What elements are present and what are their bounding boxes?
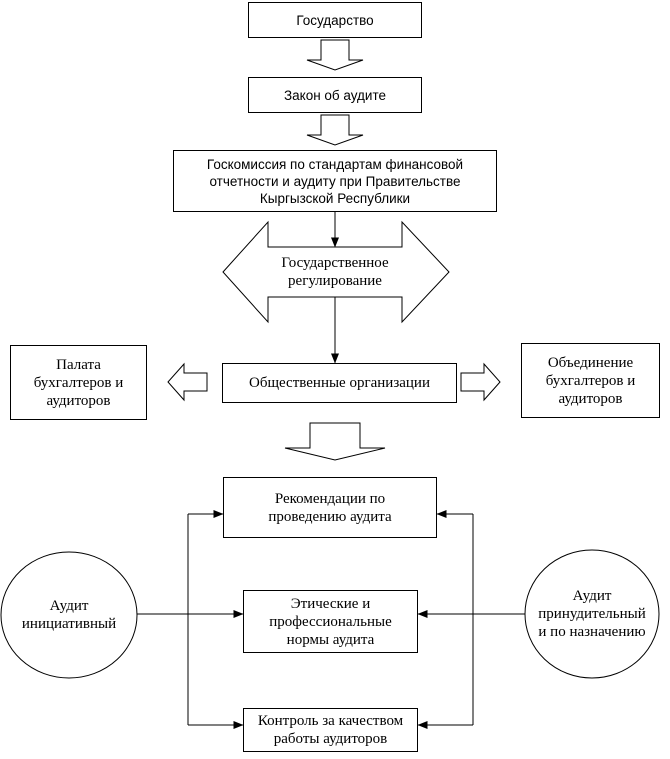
- node-recommendations-label: проведению аудита: [268, 508, 392, 525]
- node-law: [248, 77, 422, 113]
- block-arrow-to-association: [461, 364, 500, 400]
- node-law-label: Закон об аудите: [283, 87, 387, 103]
- node-public-orgs-label: Общественные организации: [249, 375, 430, 391]
- node-recommendations-label: Рекомендации по: [274, 490, 386, 507]
- node-commission-label: Кыргызской Республики: [259, 190, 411, 206]
- node-compulsory-audit-label: Аудит: [572, 588, 612, 604]
- node-commission-label: Госкомиссия по стандартам финансовой: [206, 156, 464, 172]
- node-association-label: бухгалтеров и: [545, 372, 636, 389]
- block-arrow-public-orgs-down: [285, 423, 385, 460]
- node-commission: [173, 150, 497, 212]
- node-initiative-audit: [5, 585, 133, 645]
- block-arrow-state-to-law: [307, 40, 363, 70]
- node-ethics-label: профессиональные: [269, 613, 392, 630]
- node-association-label: аудиторов: [558, 390, 623, 407]
- node-state: [248, 2, 422, 38]
- node-chamber-label: аудиторов: [46, 392, 111, 409]
- node-chamber: [10, 345, 147, 420]
- node-commission-label: отчетности и аудиту при Правительстве: [209, 173, 461, 189]
- node-association: [521, 343, 660, 418]
- node-ethics-label: Этические и: [290, 595, 371, 612]
- node-recommendations: [223, 477, 437, 538]
- node-state-label: Государство: [296, 12, 374, 28]
- node-chamber-label: бухгалтеров и: [33, 374, 124, 391]
- node-initiative-audit-label: Аудит: [49, 598, 89, 614]
- label-state-regulation-line: регулирование: [288, 273, 382, 289]
- block-arrow-to-chamber: [168, 364, 207, 400]
- node-compulsory-audit-label: и по назначению: [538, 624, 646, 640]
- node-compulsory-audit: [518, 578, 666, 650]
- node-initiative-audit-label: инициативный: [21, 616, 117, 632]
- node-quality-control-label: работы аудиторов: [273, 731, 388, 747]
- label-state-regulation-line: Государственное: [281, 255, 389, 271]
- node-ethics-label: нормы аудита: [286, 631, 375, 648]
- node-quality-control: [243, 708, 418, 752]
- node-public-orgs: [222, 363, 457, 403]
- label-state-regulation: [255, 248, 415, 296]
- node-ethics: [243, 590, 418, 653]
- block-arrow-law-to-commission: [307, 115, 363, 145]
- node-compulsory-audit-label: принудительный: [538, 606, 646, 622]
- node-association-label: Объединение: [547, 354, 634, 371]
- node-quality-control-label: Контроль за качеством: [257, 713, 404, 729]
- node-chamber-label: Палата: [56, 356, 101, 373]
